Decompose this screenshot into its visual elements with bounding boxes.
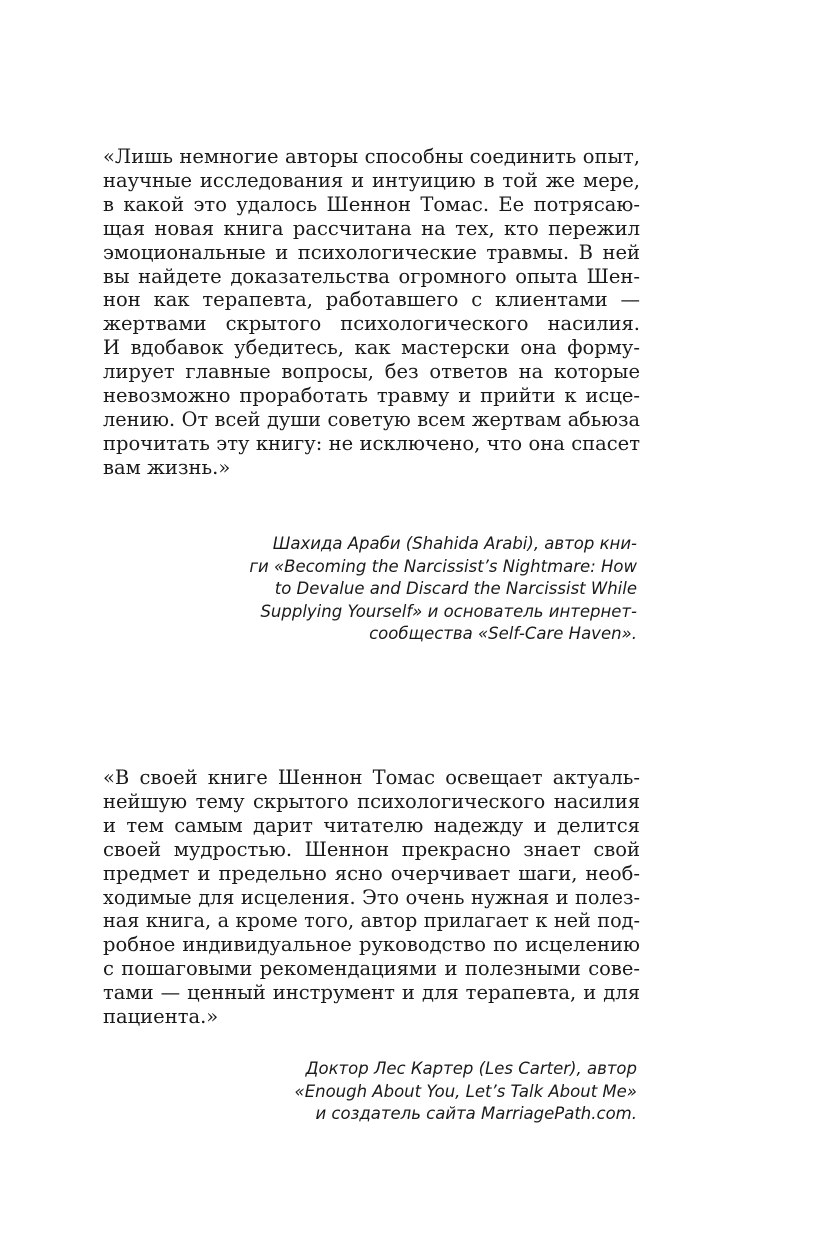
blurb-attribution xyxy=(177,533,637,646)
quote-line: в какой это удалось Шеннон Томас. Ее потрясаю- xyxy=(103,192,640,216)
quote-line: тами — ценный инструмент и для терапевта, и для xyxy=(103,981,640,1005)
quote-line: ходимые для исцеления. Это очень нужная и полез- xyxy=(103,885,640,909)
quote-line: ная книга, а кроме того, автор прилагает к ней под- xyxy=(103,909,640,933)
attribution-line: Supplying Yourself» и основатель интернет- xyxy=(260,601,637,621)
attribution-line: Доктор Лес Картер (Les Carter), автор xyxy=(305,1059,637,1078)
quote-line: нейшую тему скрытого психологического насилия xyxy=(103,789,640,813)
attribution-line: Шахида Араби (Shahida Arabi), автор кни- xyxy=(272,534,637,553)
quote-line: прочитать эту книгу: не исключено, что она спасет xyxy=(103,431,640,455)
quote-line: «Лишь немногие авторы способны соединить опыт, xyxy=(103,145,640,168)
quote-line: и тем самым дарит читателю надежду и делится xyxy=(103,813,640,837)
quote-line: лению. От всей души советую всем жертвам абьюза xyxy=(103,407,640,431)
quote-line: «В своей книге Шеннон Томас освещает актуаль- xyxy=(103,766,640,789)
blurb-quote xyxy=(103,766,640,1029)
quote-line: пациента.» xyxy=(103,1005,219,1029)
quote-line: невозможно проработать травму и прийти к исце- xyxy=(103,384,640,408)
attribution-line: сообщества «Self-Care Haven». xyxy=(369,624,637,644)
quote-line: предмет и предельно ясно очерчивает шаги, необ- xyxy=(103,861,640,885)
attribution-line: to Devalue and Discard the Narcissist While xyxy=(274,579,637,599)
quote-line: с пошаговыми рекомендациями и полезными сове- xyxy=(103,957,640,981)
attribution-line: «Enough About You, Let’s Talk About Me» xyxy=(294,1081,637,1101)
quote-line: нон как терапевта, работавшего с клиентами — xyxy=(103,288,640,312)
quote-line: щая новая книга рассчитана на тех, кто пережил xyxy=(103,216,640,240)
quote-line: своей мудростью. Шеннон прекрасно знает свой xyxy=(103,837,640,861)
quote-line: робное индивидуальное руководство по исцелению xyxy=(103,933,640,957)
quote-line: вам жизнь.» xyxy=(103,455,231,479)
quote-line: эмоциональные и психологические травмы. В ней xyxy=(103,240,640,264)
blurb-attribution xyxy=(177,1058,637,1126)
quote-line: научные исследования и интуицию в той же мере, xyxy=(103,168,640,192)
quote-line: вы найдете доказательства огромного опыта Шен- xyxy=(103,264,640,288)
attribution-line: ги «Becoming the Narcissist’s Nightmare: How xyxy=(249,556,637,576)
quote-line: лирует главные вопросы, без ответов на которые xyxy=(103,360,640,384)
attribution-line: и создатель сайта MarriagePath.com. xyxy=(315,1104,637,1124)
blurb-quote xyxy=(103,145,640,480)
quote-line: жертвами скрытого психологического насилия. xyxy=(103,312,640,336)
quote-line: И вдобавок убедитесь, как мастерски она форму- xyxy=(103,336,640,360)
